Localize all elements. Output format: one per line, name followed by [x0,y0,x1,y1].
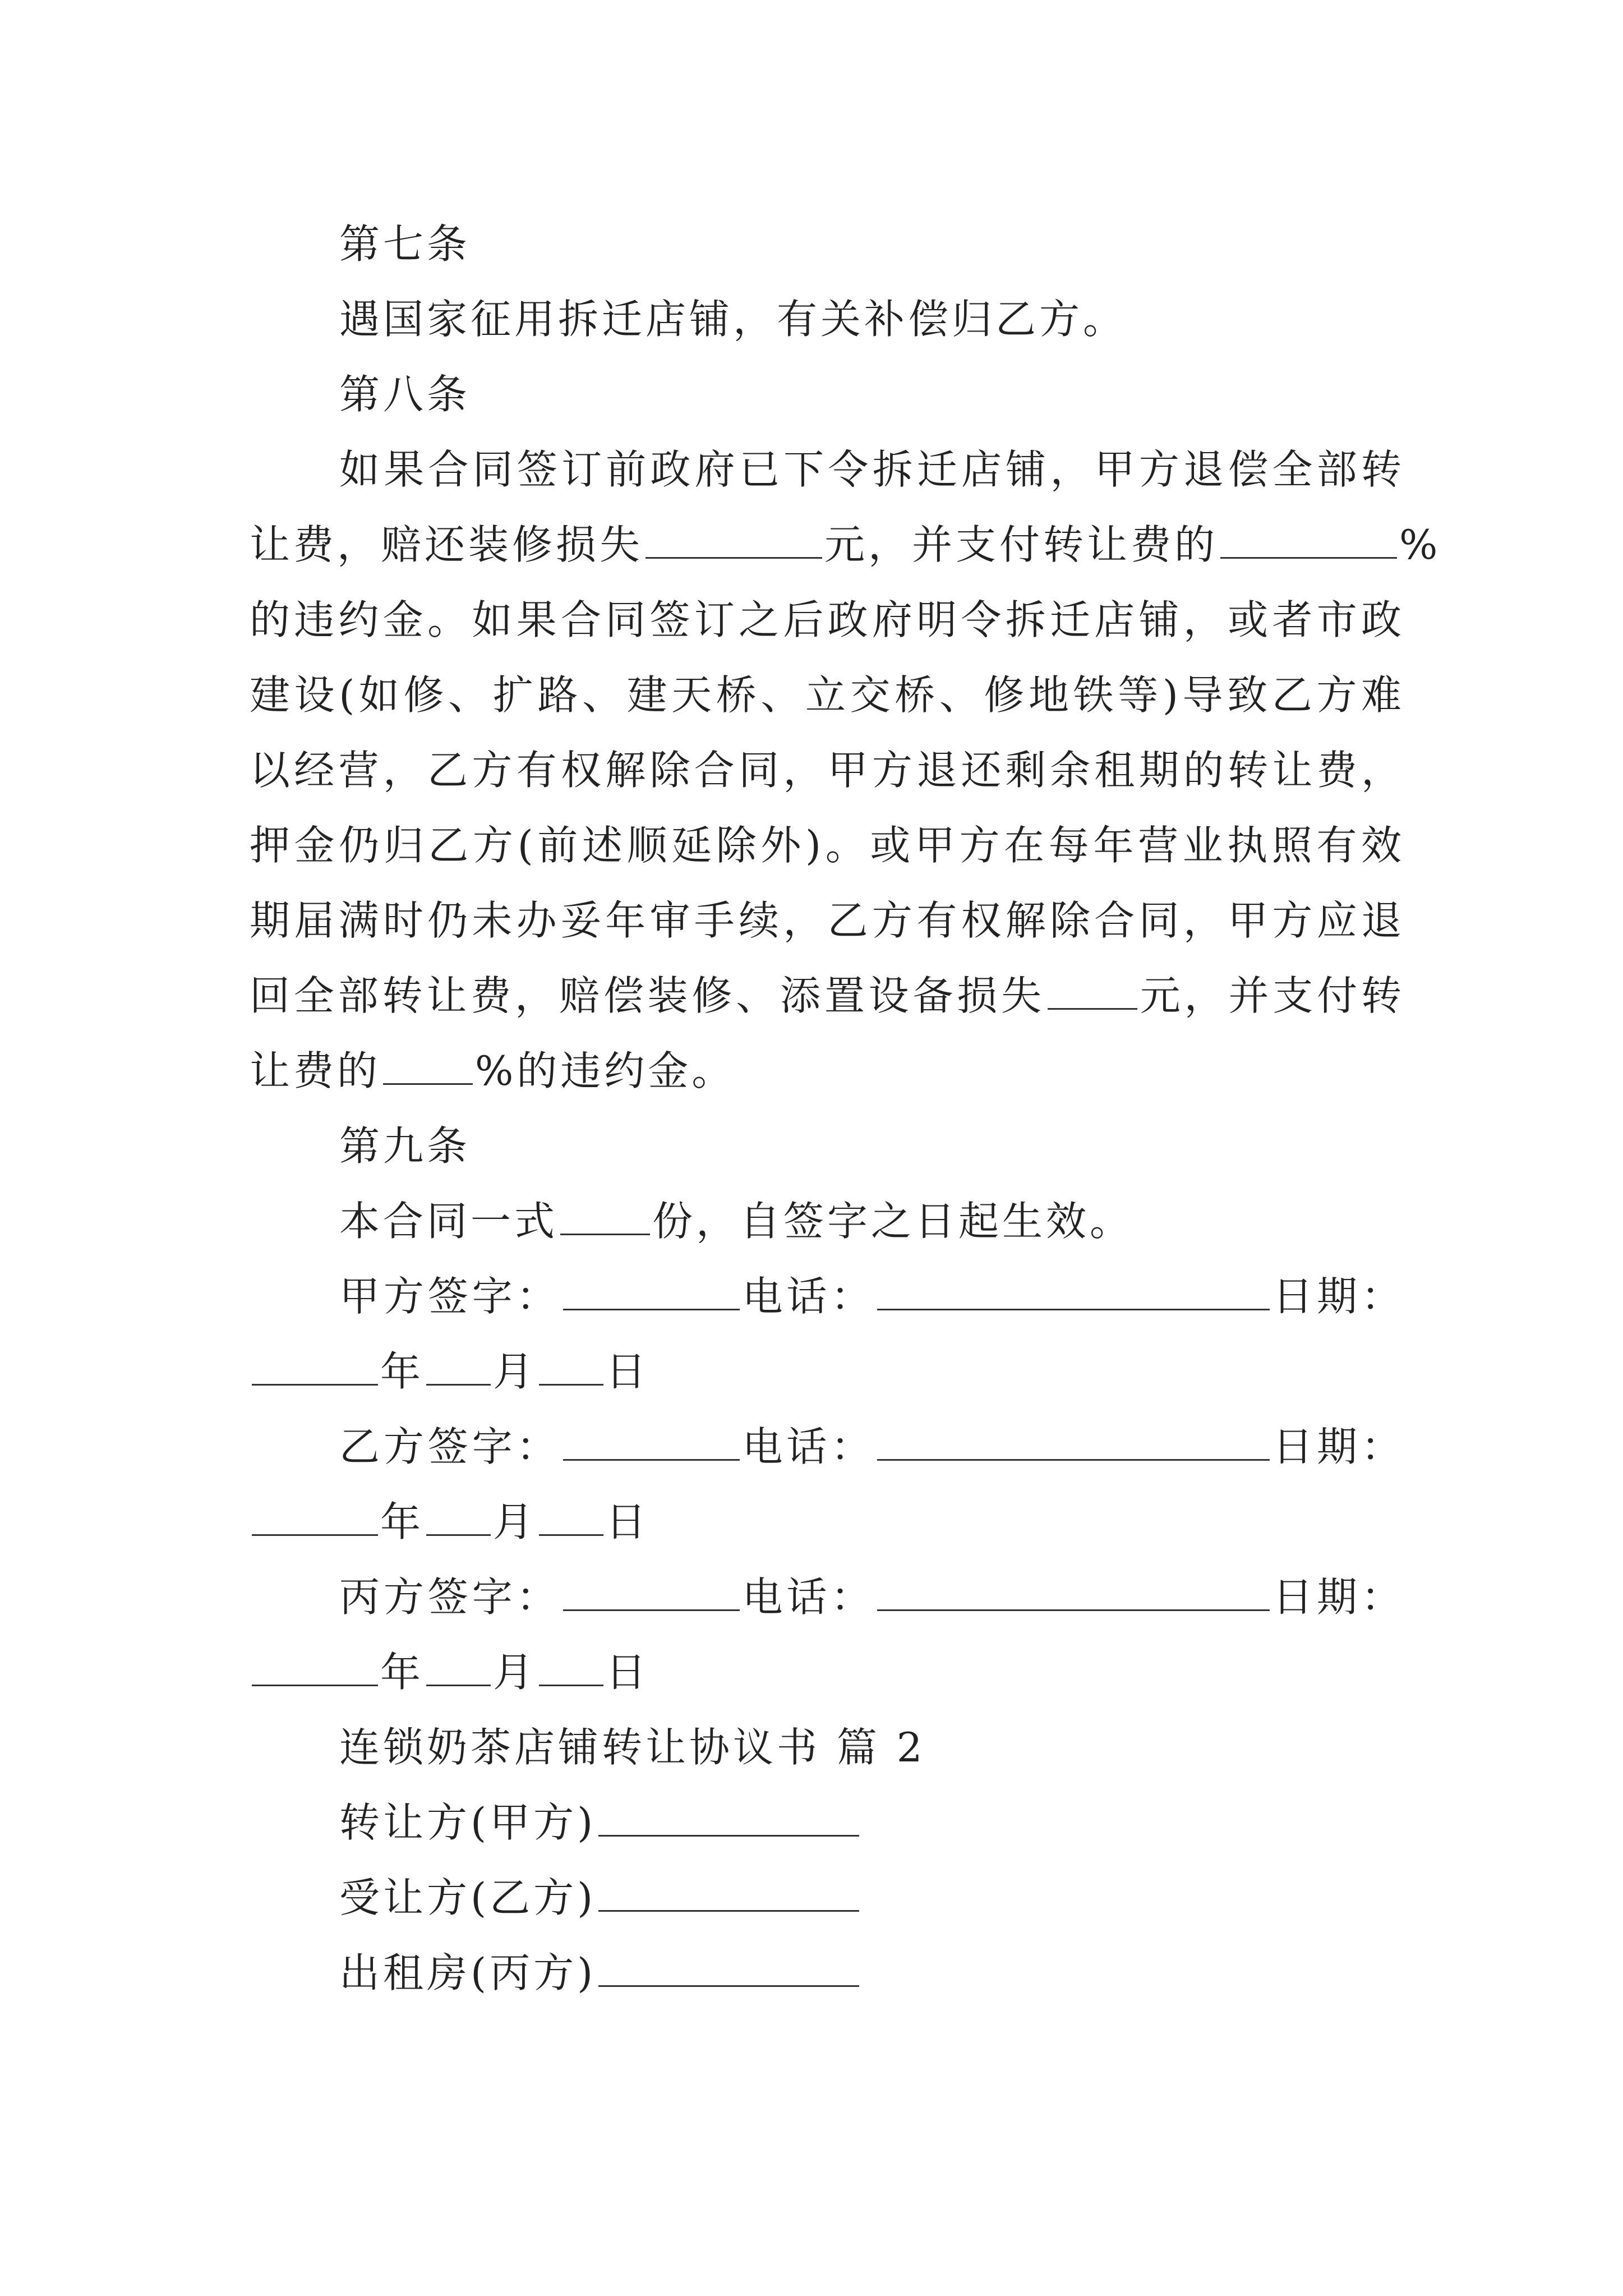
day-label: 日 [606,1498,650,1545]
day-label: 日 [606,1649,650,1696]
blank-field [252,1645,378,1686]
blank-field [539,1495,603,1536]
article9-line-1 [339,1194,1405,1248]
article7-text: 遇国家征用拆迁店铺，有关补偿归乙方。 [339,296,1127,343]
phone-label: 电话： [741,1273,875,1320]
blank-field [877,1269,1270,1310]
article8-line-9a: 让费的 [250,1047,381,1094]
blank-field [426,1495,491,1536]
article8-line-8a: 回全部转让费，赔偿装修、添置设备损失 [250,972,1045,1019]
sign-label: 丙方签字： [339,1573,561,1621]
blank-field [563,1269,740,1310]
month-label: 月 [493,1348,537,1395]
article8-line-8 [250,969,1405,1023]
transferor-label: 转让方(甲方) [339,1799,597,1846]
blank-field [539,1345,603,1386]
blank-field [252,1495,378,1536]
year-label: 年 [380,1348,425,1395]
article8-line-6: 押金仍归乙方(前述顺延除外)。或甲方在每年营业执照有效 [250,822,1405,869]
transferor-line [339,1796,1405,1849]
signature-line-a [339,1269,1405,1323]
article8-line-9b: %的违约金。 [475,1047,736,1094]
blank-field [598,1946,859,1987]
landlord-label: 出租房(丙方) [339,1949,597,1996]
transferee-line [339,1871,1405,1925]
landlord-line [339,1946,1405,2000]
month-label: 月 [493,1498,537,1545]
article7-heading: 第七条 [339,220,471,268]
phone-label: 电话： [741,1573,875,1621]
blank-field [598,1871,859,1912]
date-line-a [250,1345,1405,1398]
blank-field [426,1345,491,1386]
article8-line-7: 期届满时仍未办妥年审手续，乙方有权解除合同，甲方应退 [250,897,1405,944]
day-label: 日 [606,1348,650,1395]
date-label: 日期： [1272,1273,1405,1320]
date-label: 日期： [1272,1423,1405,1470]
article8-line-2a: 让费，赔还装修损失 [250,521,644,568]
blank-field [877,1420,1270,1461]
blank-field [1220,518,1397,559]
article9-heading: 第九条 [339,1122,471,1170]
year-label: 年 [380,1498,425,1545]
month-label: 月 [493,1649,537,1696]
blank-field [1048,969,1137,1010]
article8-line-3: 的违约金。如果合同签订之后政府明令拆迁店铺，或者市政 [250,596,1405,643]
phone-label: 电话： [741,1423,875,1470]
article8-line-9 [250,1044,1405,1098]
sign-label: 乙方签字： [339,1423,561,1470]
blank-field [563,1420,740,1461]
article8-line-2 [250,518,1441,572]
article8-heading: 第八条 [339,371,471,418]
blank-field [877,1570,1270,1611]
date-line-c [250,1645,1405,1699]
blank-field [383,1044,473,1085]
article8-line-2c: % [1399,521,1441,568]
section2-title: 连锁奶茶店铺转让协议书 篇 2 [339,1724,926,1771]
signature-line-c [339,1570,1405,1624]
article9-line-1b: 份，自签字之日起生效。 [652,1198,1134,1245]
sign-label: 甲方签字： [339,1273,561,1320]
article8-line-4: 建设(如修、扩路、建天桥、立交桥、修地铁等)导致乙方难 [250,671,1405,719]
signature-line-b [339,1420,1405,1474]
year-label: 年 [380,1649,425,1696]
article8-line-2b: 元，并支付转让费的 [824,521,1219,568]
blank-field [560,1194,650,1235]
blank-field [426,1645,491,1686]
article8-line-8b: 元，并支付转 [1139,972,1405,1019]
article8-line-1: 如果合同签订前政府已下令拆迁店铺，甲方退偿全部转 [339,446,1405,493]
blank-field [252,1345,378,1386]
date-line-b [250,1495,1405,1549]
date-label: 日期： [1272,1573,1405,1621]
transferee-label: 受让方(乙方) [339,1874,597,1921]
article8-line-5: 以经营，乙方有权解除合同，甲方退还剩余租期的转让费， [250,747,1405,794]
blank-field [598,1796,859,1837]
blank-field [539,1645,603,1686]
blank-field [563,1570,740,1611]
blank-field [645,518,822,559]
article9-line-1a: 本合同一式 [339,1198,559,1245]
